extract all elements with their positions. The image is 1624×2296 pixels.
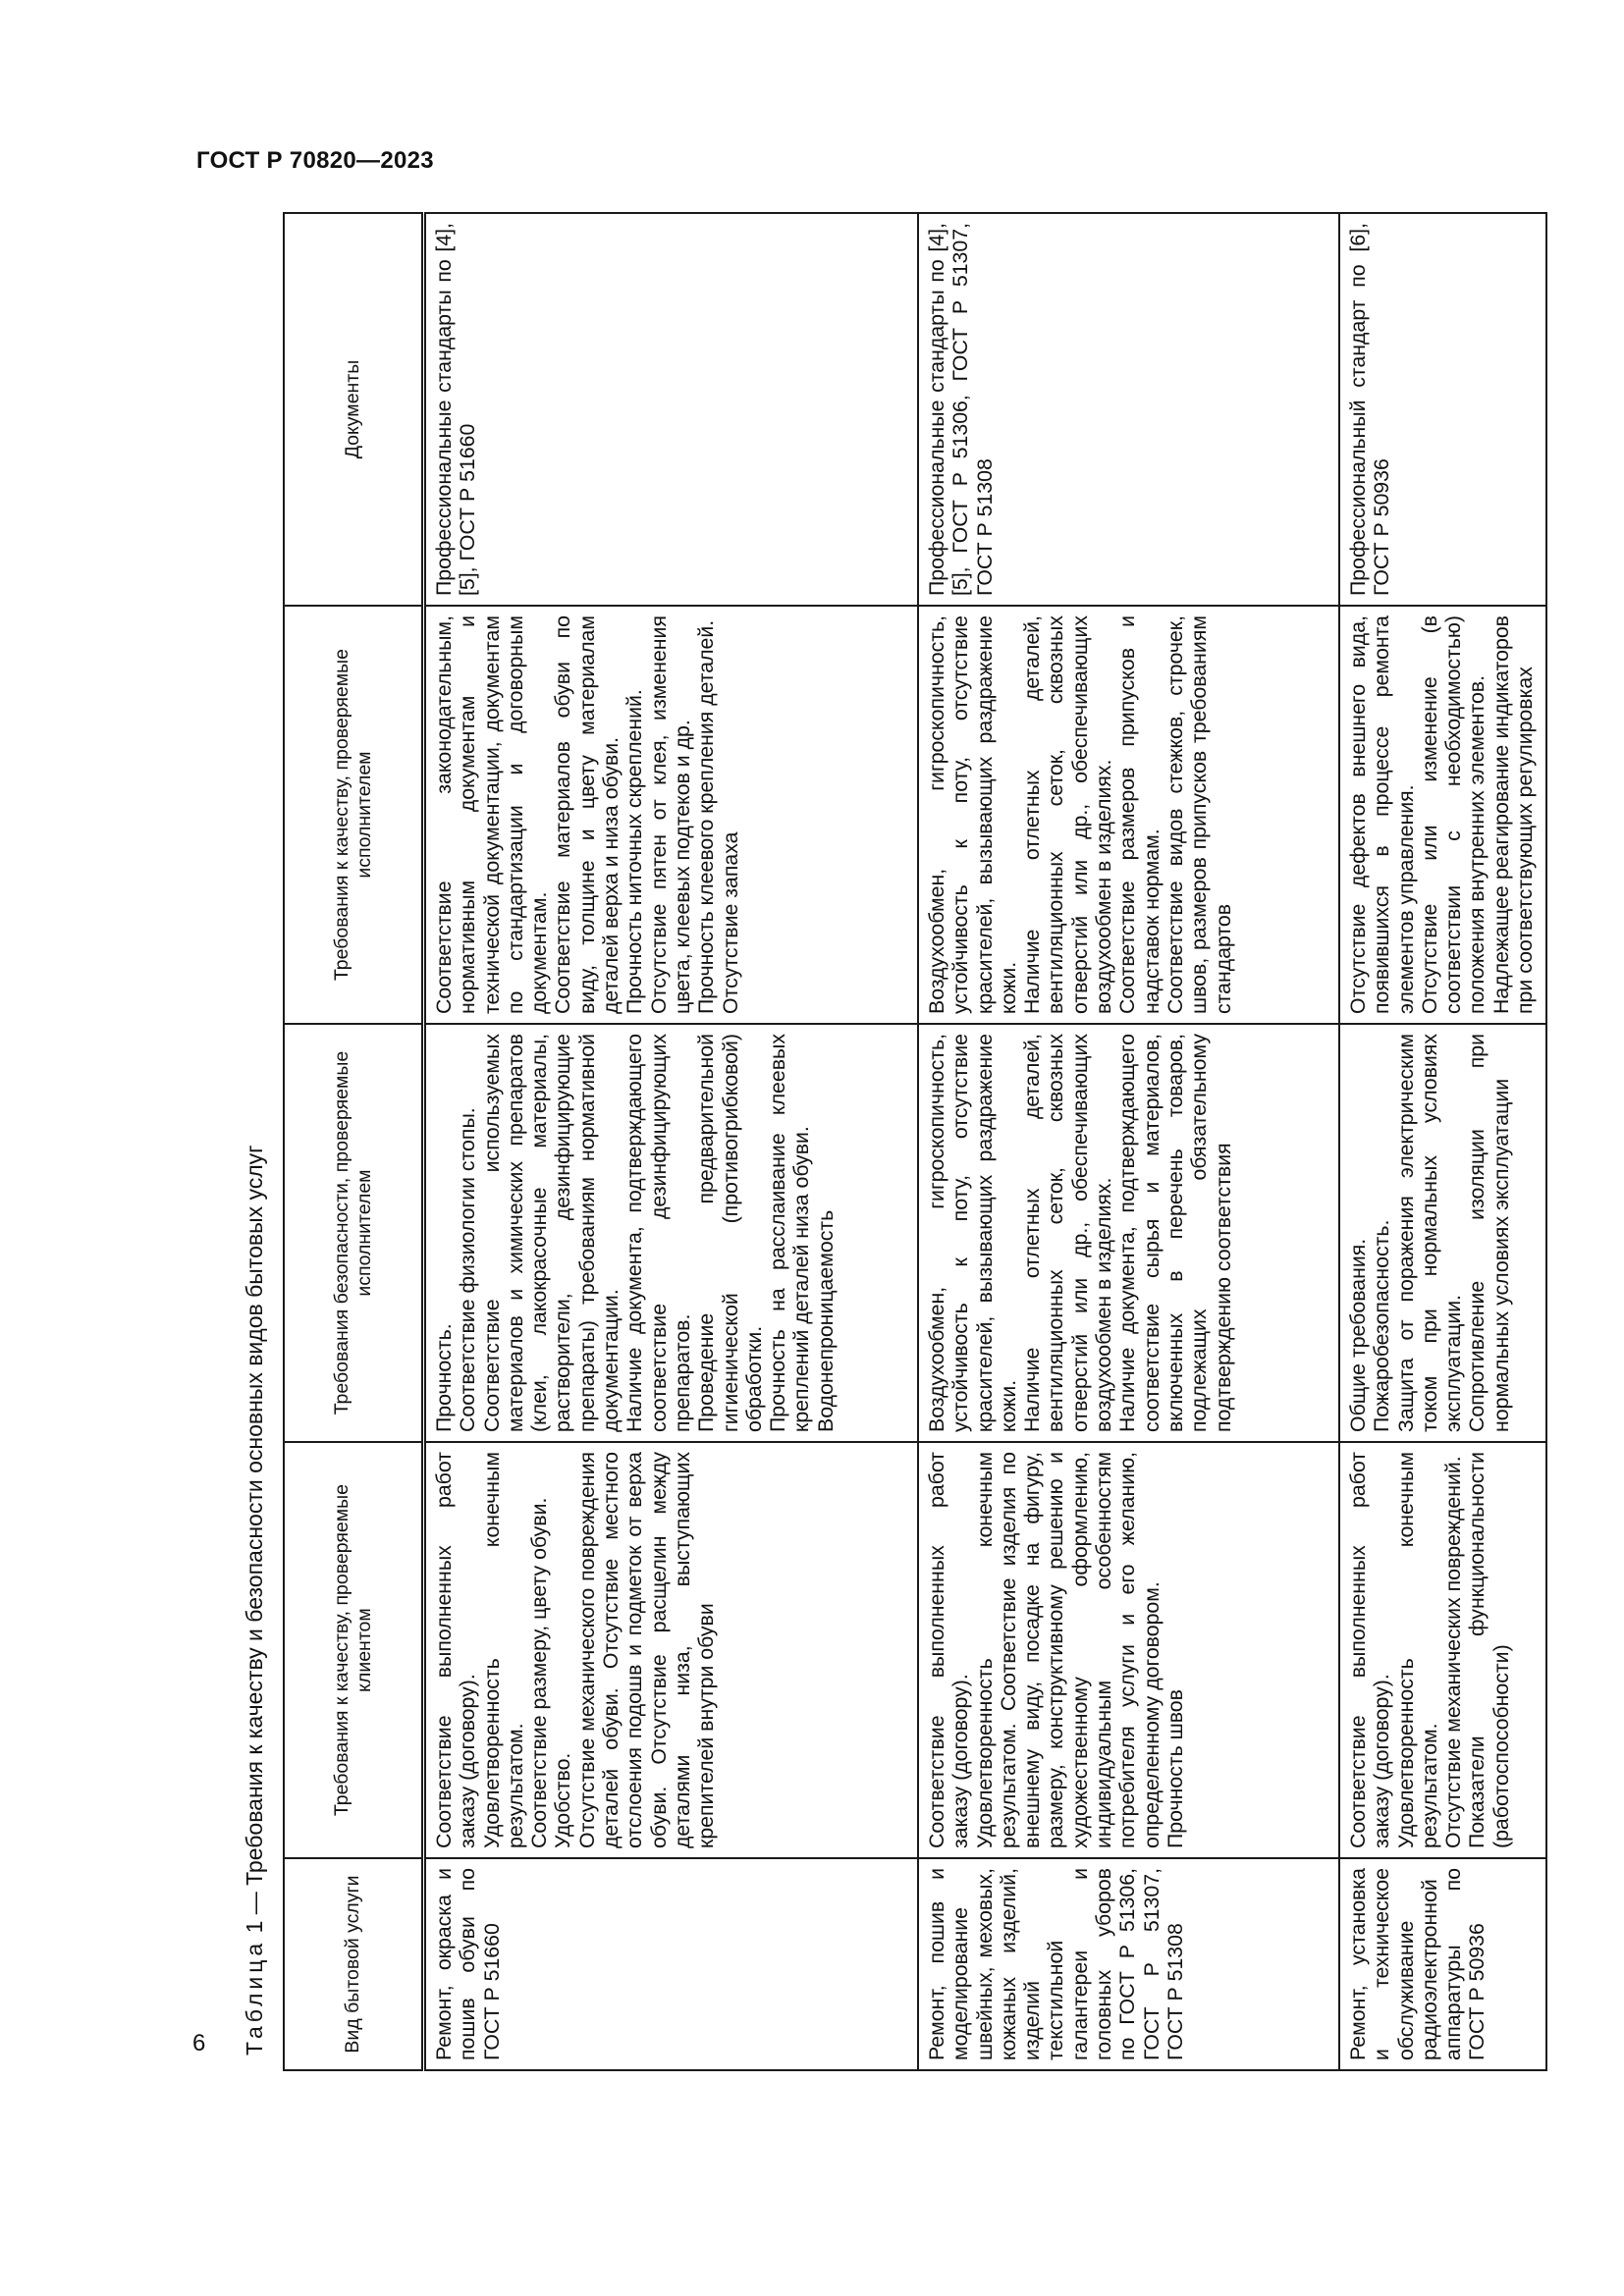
cell-line: Соответствие используемых материалов и химических препаратов (клеи, лакокрасочные материалы, растворители, дезинфицирующие препараты) требованиям нормативной документации. [479, 1034, 623, 1432]
cell-line: Отсутствие дефектов внешнего вида, появившихся в процессе ремонта элементов управления. [1346, 615, 1418, 1014]
cell-line: Пожаробезопасность. [1370, 1219, 1394, 1432]
table-row [424, 213, 919, 2070]
cell-text: Ремонт, окраска и пошив обуви по ГОСТ Р 51660 [432, 1868, 504, 2060]
cell-text: Профессиональный стандарт по [6], ГОСТ Р 50936 [1346, 223, 1394, 596]
cell-executor-quality [424, 606, 919, 1024]
table-header-row [284, 213, 424, 2070]
cell-line: Отсутствие или изменение (в соответствии с необходимостью) положения внутренних элементов. [1417, 615, 1489, 1014]
cell-text: Ремонт, установка и техническое обслуживание радиоэлектронной аппаратуры по ГОСТ Р 50936 [1346, 1868, 1489, 2060]
cell-line: Надлежащее реагирование индикаторов при соответствующих регулировках [1489, 615, 1538, 1014]
cell-line: Соответствие законодательным, нормативным документам и технической документации, документам по стандартизации и договорным документам. [432, 615, 552, 1014]
table-caption-prefix: Таблица [242, 1939, 267, 2056]
cell-line: Отсутствие пятен от клея, изменения цвета, клеевых подтеков и др. [646, 615, 694, 1014]
cell-client-quality [424, 1442, 919, 1858]
header-client-quality: Требования к качеству, проверяемые клиентом [284, 1442, 424, 1858]
cell-line: Соответствие физиологии стопы. [456, 1107, 480, 1432]
requirements-table [283, 212, 1547, 2071]
cell-line: Соответствие видов стежков, строчек, швов, размеров припусков требованиям стандартов [1163, 615, 1235, 1014]
cell-service [1339, 1858, 1546, 2070]
cell-line: Соответствие материалов обуви по виду, толщине и цвету материалам деталей верха и низа обуви. [551, 615, 623, 1014]
cell-text: Ремонт, пошив и моделирование швейных, меховых, кожаных изделий, изделий текстильной галантереи и головных уборов по ГОСТ Р 51306, ГОСТ Р 51307, ГОСТ Р 51308 [925, 1868, 1187, 2060]
cell-line: Прочность клеевого крепления деталей. [694, 619, 719, 1014]
cell-line: Удобство. [551, 1752, 575, 1848]
cell-line: Защита от поражения электрическим током при нормальных условиях эксплуатации. [1393, 1034, 1466, 1432]
cell-line: Удовлетворенность конечным результатом. [1393, 1452, 1441, 1848]
cell-line: Соответствие выполненных работ заказу (договору). [1346, 1452, 1394, 1848]
cell-line: Наличие отлетных деталей, вентиляционных сеток, сквозных отверстий или др., обеспечивающих воздухообмен в изделиях. [1020, 615, 1116, 1014]
cell-text: Профессиональные стандарты по [4], [5], ГОСТ Р 51306, ГОСТ Р 51307, ГОСТ Р 51308 [925, 223, 997, 596]
cell-line: Соответствие размеров припусков и надставок нормам. [1115, 615, 1164, 1014]
table-row [918, 213, 1339, 2070]
cell-line: Воздухообмен, гигроскопичность, устойчивость к поту, отсутствие красителей, вызывающих раздражение кожи. [925, 615, 1020, 1014]
cell-line: Прочность. [432, 1323, 456, 1432]
cell-line: Общие требования. [1346, 1238, 1370, 1432]
header-service-type: Вид бытовой услуги [284, 1858, 424, 2070]
table-caption-text: 1 — Требования к качеству и безопасности основных видов бытовых услуг [242, 1145, 267, 1934]
cell-line: Прочность ниточных скреплений. [623, 689, 647, 1014]
cell-line: Прочность швов [1163, 1689, 1187, 1848]
cell-documents [918, 213, 1339, 606]
rotated-table-block [224, 214, 1538, 2071]
cell-executor-quality [1339, 606, 1546, 1024]
cell-service [918, 1858, 1339, 2070]
cell-line: Отсутствие механических повреждений. [1441, 1456, 1466, 1848]
page-number: 6 [192, 2030, 206, 2056]
header-executor-quality: Требования к качеству, проверяемые исполнителем [284, 606, 424, 1024]
cell-line: Соответствие размеру, цвету обуви. [527, 1497, 552, 1848]
cell-line: Водонепроницаемость [813, 1209, 838, 1432]
cell-line: Проведение предварительной гигиенической (противогрибковой) обработки. [694, 1034, 766, 1432]
cell-line: Прочность на расслаивание клеевых креплений деталей низа обуви. [766, 1034, 814, 1432]
cell-safety [918, 1024, 1339, 1442]
cell-client-quality [918, 1442, 1339, 1858]
cell-line: Наличие отлетных деталей, вентиляционных сеток, сквозных отверстий или др., обеспечивающих воздухообмен в изделиях. [1020, 1034, 1116, 1432]
cell-text: Профессиональные стандарты по [4], [5], ГОСТ Р 51660 [432, 223, 480, 596]
table-caption [242, 1145, 268, 2056]
cell-client-quality [1339, 1442, 1546, 1858]
cell-line: Сопротивление изоляции при нормальных условиях эксплуатации [1465, 1034, 1513, 1432]
cell-documents [1339, 213, 1546, 606]
table-row [1339, 213, 1546, 2070]
cell-line: Отсутствие запаха [718, 831, 742, 1014]
header-documents: Документы [284, 213, 424, 606]
cell-line: Соответствие выполненных работ заказу (договору). [925, 1452, 973, 1848]
document-code: ГОСТ Р 70820—2023 [196, 147, 434, 174]
cell-safety [424, 1024, 919, 1442]
cell-line: Наличие документа, подтверждающего соответствие сырья и материалов, включенных в перечень товаров, подлежащих обязательному подтверждению соответствия [1115, 1034, 1235, 1432]
cell-service [424, 1858, 919, 2070]
cell-line: Воздухообмен, гигроскопичность, устойчивость к поту, отсутствие красителей, вызывающих раздражение кожи. [925, 1034, 1020, 1432]
cell-documents [424, 213, 919, 606]
header-executor-safety: Требования безопасности, проверяемые исполнителем [284, 1024, 424, 1442]
cell-line: Наличие документа, подтверждающего соответствие дезинфицирующих препаратов. [623, 1034, 694, 1432]
cell-line: Показатели функциональности (работоспособности) [1465, 1452, 1513, 1848]
cell-safety [1339, 1024, 1546, 1442]
cell-executor-quality [918, 606, 1339, 1024]
cell-line: Удовлетворенность конечным результатом. [479, 1452, 527, 1848]
cell-line: Отсутствие механического повреждения деталей обуви. Отсутствие местного отслоения подошв и подметок от верха обуви. Отсутствие расщелин между деталями низа, выступающих крепителей внутри обуви [574, 1452, 719, 1848]
cell-line: Соответствие выполненных работ заказу (договору). [432, 1452, 480, 1848]
cell-line: Удовлетворенность конечным результатом. Соответствие изделия по внешнему виду, посадке на фигуру, размеру, конструктивному решению и художественному оформлению, индивидуальным особенностям потребителя услуги и его желанию, определенному договором. [972, 1452, 1164, 1848]
